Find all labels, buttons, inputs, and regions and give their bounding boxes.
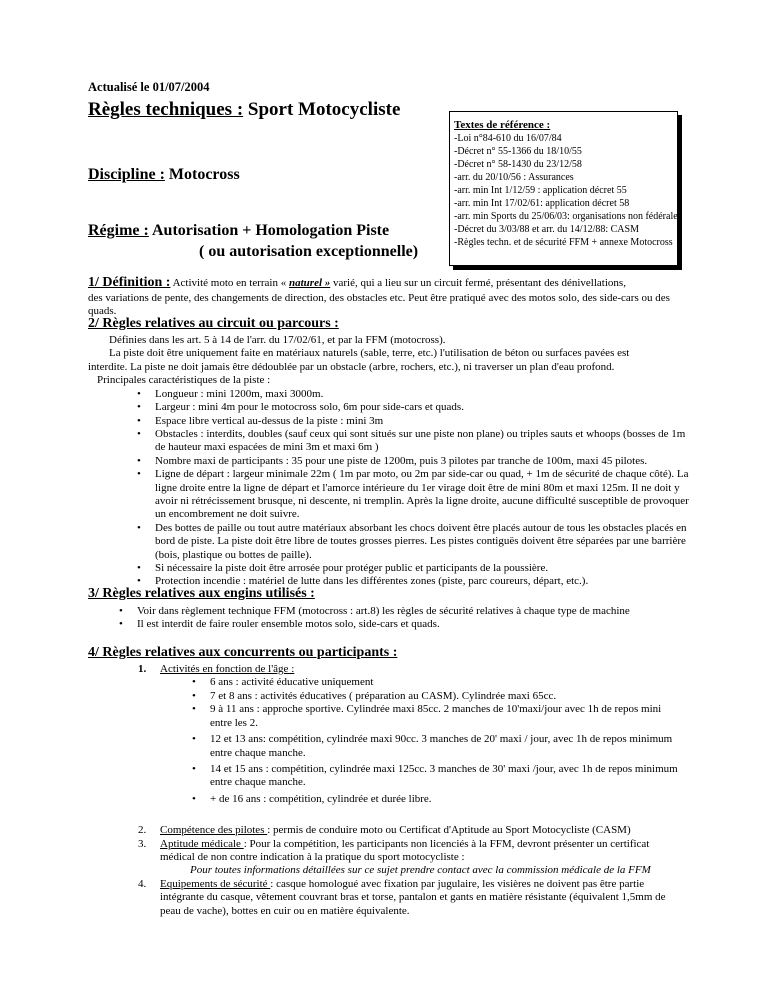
age-item: • 12 et 13 ans: compétition, cylindrée maxi 90cc. 3 manches de 20' maxi / jour, avec 1h de repos minimum entre chaque manche. xyxy=(210,733,680,760)
update-date: Actualisé le 01/07/2004 xyxy=(88,80,210,94)
reference-item: -arr. min Sports du 25/06/03: organisations non fédérales xyxy=(454,211,682,223)
item-text: : Pour la compétition, les participants non licenciés à la FFM, devront présenter un certificat médical de non contre indication à la pratique du sport motocycliste : xyxy=(160,837,650,863)
regime xyxy=(88,221,418,263)
reference-item: -arr. min Int 17/02/61: application décret 58 xyxy=(454,198,630,210)
age-item: • 14 et 15 ans : compétition, cylindrée maxi 125cc. 3 manches de 30' maxi /jour, avec 1h de repos minimum entre chaque manche. xyxy=(210,763,680,790)
section-participants xyxy=(88,644,700,918)
definition-emphasis: naturel » xyxy=(289,277,331,289)
reference-item: -arr. du 20/10/56 : Assurances xyxy=(454,172,574,184)
section-engines xyxy=(88,585,700,632)
item-title: Equipements de sécurité xyxy=(160,877,271,890)
list-item: • Espace libre vertical au-dessus de la piste : mini 3m xyxy=(155,415,695,428)
reference-item: -Décret n° 55-1366 du 18/10/55 xyxy=(454,146,582,158)
list-item: • Obstacles : interdits, doubles (sauf ceux qui sont situés sur une piste non plane) ou triples sauts et whoops (bosses de 1m de hauteur maxi espacées de mini 3m et maxi 6m ) xyxy=(155,428,695,455)
item-number: 4. xyxy=(138,877,147,890)
circuit-characteristics-list xyxy=(88,388,695,589)
item-title: Aptitude médicale xyxy=(160,837,244,850)
item-text: : casque homologué avec fixation par jugulaire, les visières ne doivent pas être partie intégrante du casque, vêtement couvrant bras et torse, pantalon et gants en matière résistante (équivalent 1,5mm de peau de vache), bottes en cuir ou en matière équivalente. xyxy=(160,877,666,917)
circuit-p1: Définies dans les art. 5 à 14 de l'arr. du 17/02/61, et par la FFM (motocross). xyxy=(109,334,446,347)
reference-item: -Règles techn. et de sécurité FFM + annexe Motocross xyxy=(454,237,673,249)
page-title xyxy=(88,98,400,121)
section-1-title: 1/ Définition : xyxy=(88,275,171,290)
title-value: Sport Motocycliste xyxy=(247,99,401,120)
discipline-value: Motocross xyxy=(168,166,240,183)
section-4-title: 4/ Règles relatives aux concurrents ou participants : xyxy=(88,645,398,660)
list-item xyxy=(138,824,680,837)
regime-value-line1: Autorisation + Homologation Piste xyxy=(151,222,390,239)
item-number: 1. xyxy=(138,663,147,676)
reference-item: -Loi n°84-610 du 16/07/84 xyxy=(454,133,562,145)
list-item xyxy=(138,877,680,918)
references-heading: Textes de référence : xyxy=(454,119,551,131)
circuit-p2b: interdite. La piste ne doit jamais être dédoublée par un obstacle (arbre, rochers, etc.), ni traverser un plan d'eau profond. xyxy=(88,360,615,373)
circuit-p2a: La piste doit être uniquement faite en matériaux naturels (sable, terre, etc.) l'utilisation de béton ou surfaces pavées est xyxy=(109,347,630,360)
medical-note: Pour toutes informations détaillées sur ce sujet prendre contact avec la commission médicale de la FFM xyxy=(190,864,651,877)
regime-label: Régime : xyxy=(88,222,149,239)
discipline-label: Discipline : xyxy=(88,166,165,183)
list-item: • Si nécessaire la piste doit être arrosée pour protéger public et participants de la poussière. xyxy=(155,562,695,575)
list-item: • Des bottes de paille ou tout autre matériaux absorbant les chocs doivent être placés autour de tous les obstacles placés en bord de piste. La piste doit être libre de toutes grosses pierres. Les pistes contiguës doivent être séparées par une barrière (bois, plastique ou bottes de paille). xyxy=(155,522,695,562)
age-list xyxy=(160,676,680,806)
age-item: • 6 ans : activité éducative uniquement xyxy=(210,676,680,689)
list-item: • Largeur : mini 4m pour le motocross solo, 6m pour side-cars et quads. xyxy=(155,401,695,414)
definition-text-a: Activité moto en terrain « xyxy=(172,277,289,289)
age-item: • 7 et 8 ans : activités éducatives ( préparation au CASM). Cylindrée maxi 65cc. xyxy=(210,690,680,703)
references-box xyxy=(449,111,682,266)
age-item: • + de 16 ans : compétition, cylindrée et durée libre. xyxy=(210,793,680,806)
section-definition xyxy=(88,274,700,319)
item-text: : permis de conduire moto ou Certificat d'Aptitude au Sport Motocycliste (CASM) xyxy=(267,824,631,837)
definition-text-b: varié, qui a lieu sur un circuit fermé, présentant des dénivellations, xyxy=(330,277,626,289)
list-item: • Voir dans règlement technique FFM (motocross : art.8) les règles de sécurité relatives à chaque type de machine xyxy=(137,605,700,618)
reference-item: -arr. min Int 1/12/59 : application décret 55 xyxy=(454,185,627,197)
section-2-title: 2/ Règles relatives au circuit ou parcours : xyxy=(88,316,339,331)
item-title: Activités en fonction de l'âge : xyxy=(160,663,295,676)
reference-item: -Décret n° 58-1430 du 23/12/58 xyxy=(454,159,582,171)
title-label: Règles techniques : xyxy=(88,99,244,120)
list-item: • Nombre maxi de participants : 35 pour une piste de 1200m, puis 3 pilotes par tranche de 100m, maxi 45 pilotes. xyxy=(155,455,695,468)
item-title: Compétence des pilotes xyxy=(160,824,268,837)
age-item: • 9 à 11 ans : approche sportive. Cylindrée maxi 85cc. 2 manches de 10'maxi/jour avec 1h de repos mini entre les 2. xyxy=(210,703,680,730)
section-3-title: 3/ Règles relatives aux engins utilisés : xyxy=(88,586,315,601)
discipline xyxy=(88,165,240,185)
list-item: • Ligne de départ : largeur minimale 22m ( 1m par moto, ou 2m par side-car ou quad, + 1m de sécurité de chaque côté). La ligne droite entre la ligne de départ et l'amorce intérieure du 1er virage doit être de mini 80m et maxi 125m. Il ne doit y avoir ni rétrécissement brusque, ni descente, ni tremplin. Après la ligne droite, aucune difficulté susceptible de provoquer un encombrement ne doit suivre. xyxy=(155,468,695,522)
item-number: 2. xyxy=(138,824,147,837)
engines-list xyxy=(88,605,700,632)
list-item xyxy=(138,663,680,806)
list-item: • Longueur : mini 1200m, maxi 3000m. xyxy=(155,388,695,401)
reference-item: -Décret du 3/03/88 et arr. du 14/12/88: CASM xyxy=(454,224,639,236)
participants-list xyxy=(88,663,680,918)
list-item: • Il est interdit de faire rouler ensemble motos solo, side-cars et quads. xyxy=(137,618,700,631)
circuit-p3: Principales caractéristiques de la piste : xyxy=(97,374,271,387)
definition-text-c: des variations de pente, des changements de direction, des obstacles etc. Peut être pratiqué avec des motos solo, des side-cars ou des quads. xyxy=(88,292,670,318)
regime-value-line2: ( ou autorisation exceptionnelle) xyxy=(199,242,419,260)
section-circuit xyxy=(88,315,700,589)
list-item xyxy=(138,837,680,878)
item-number: 3. xyxy=(138,837,147,850)
list-item: • Protection incendie : matériel de lutte dans les différentes zones (piste, parc coureurs, départ, etc.). xyxy=(155,575,695,588)
